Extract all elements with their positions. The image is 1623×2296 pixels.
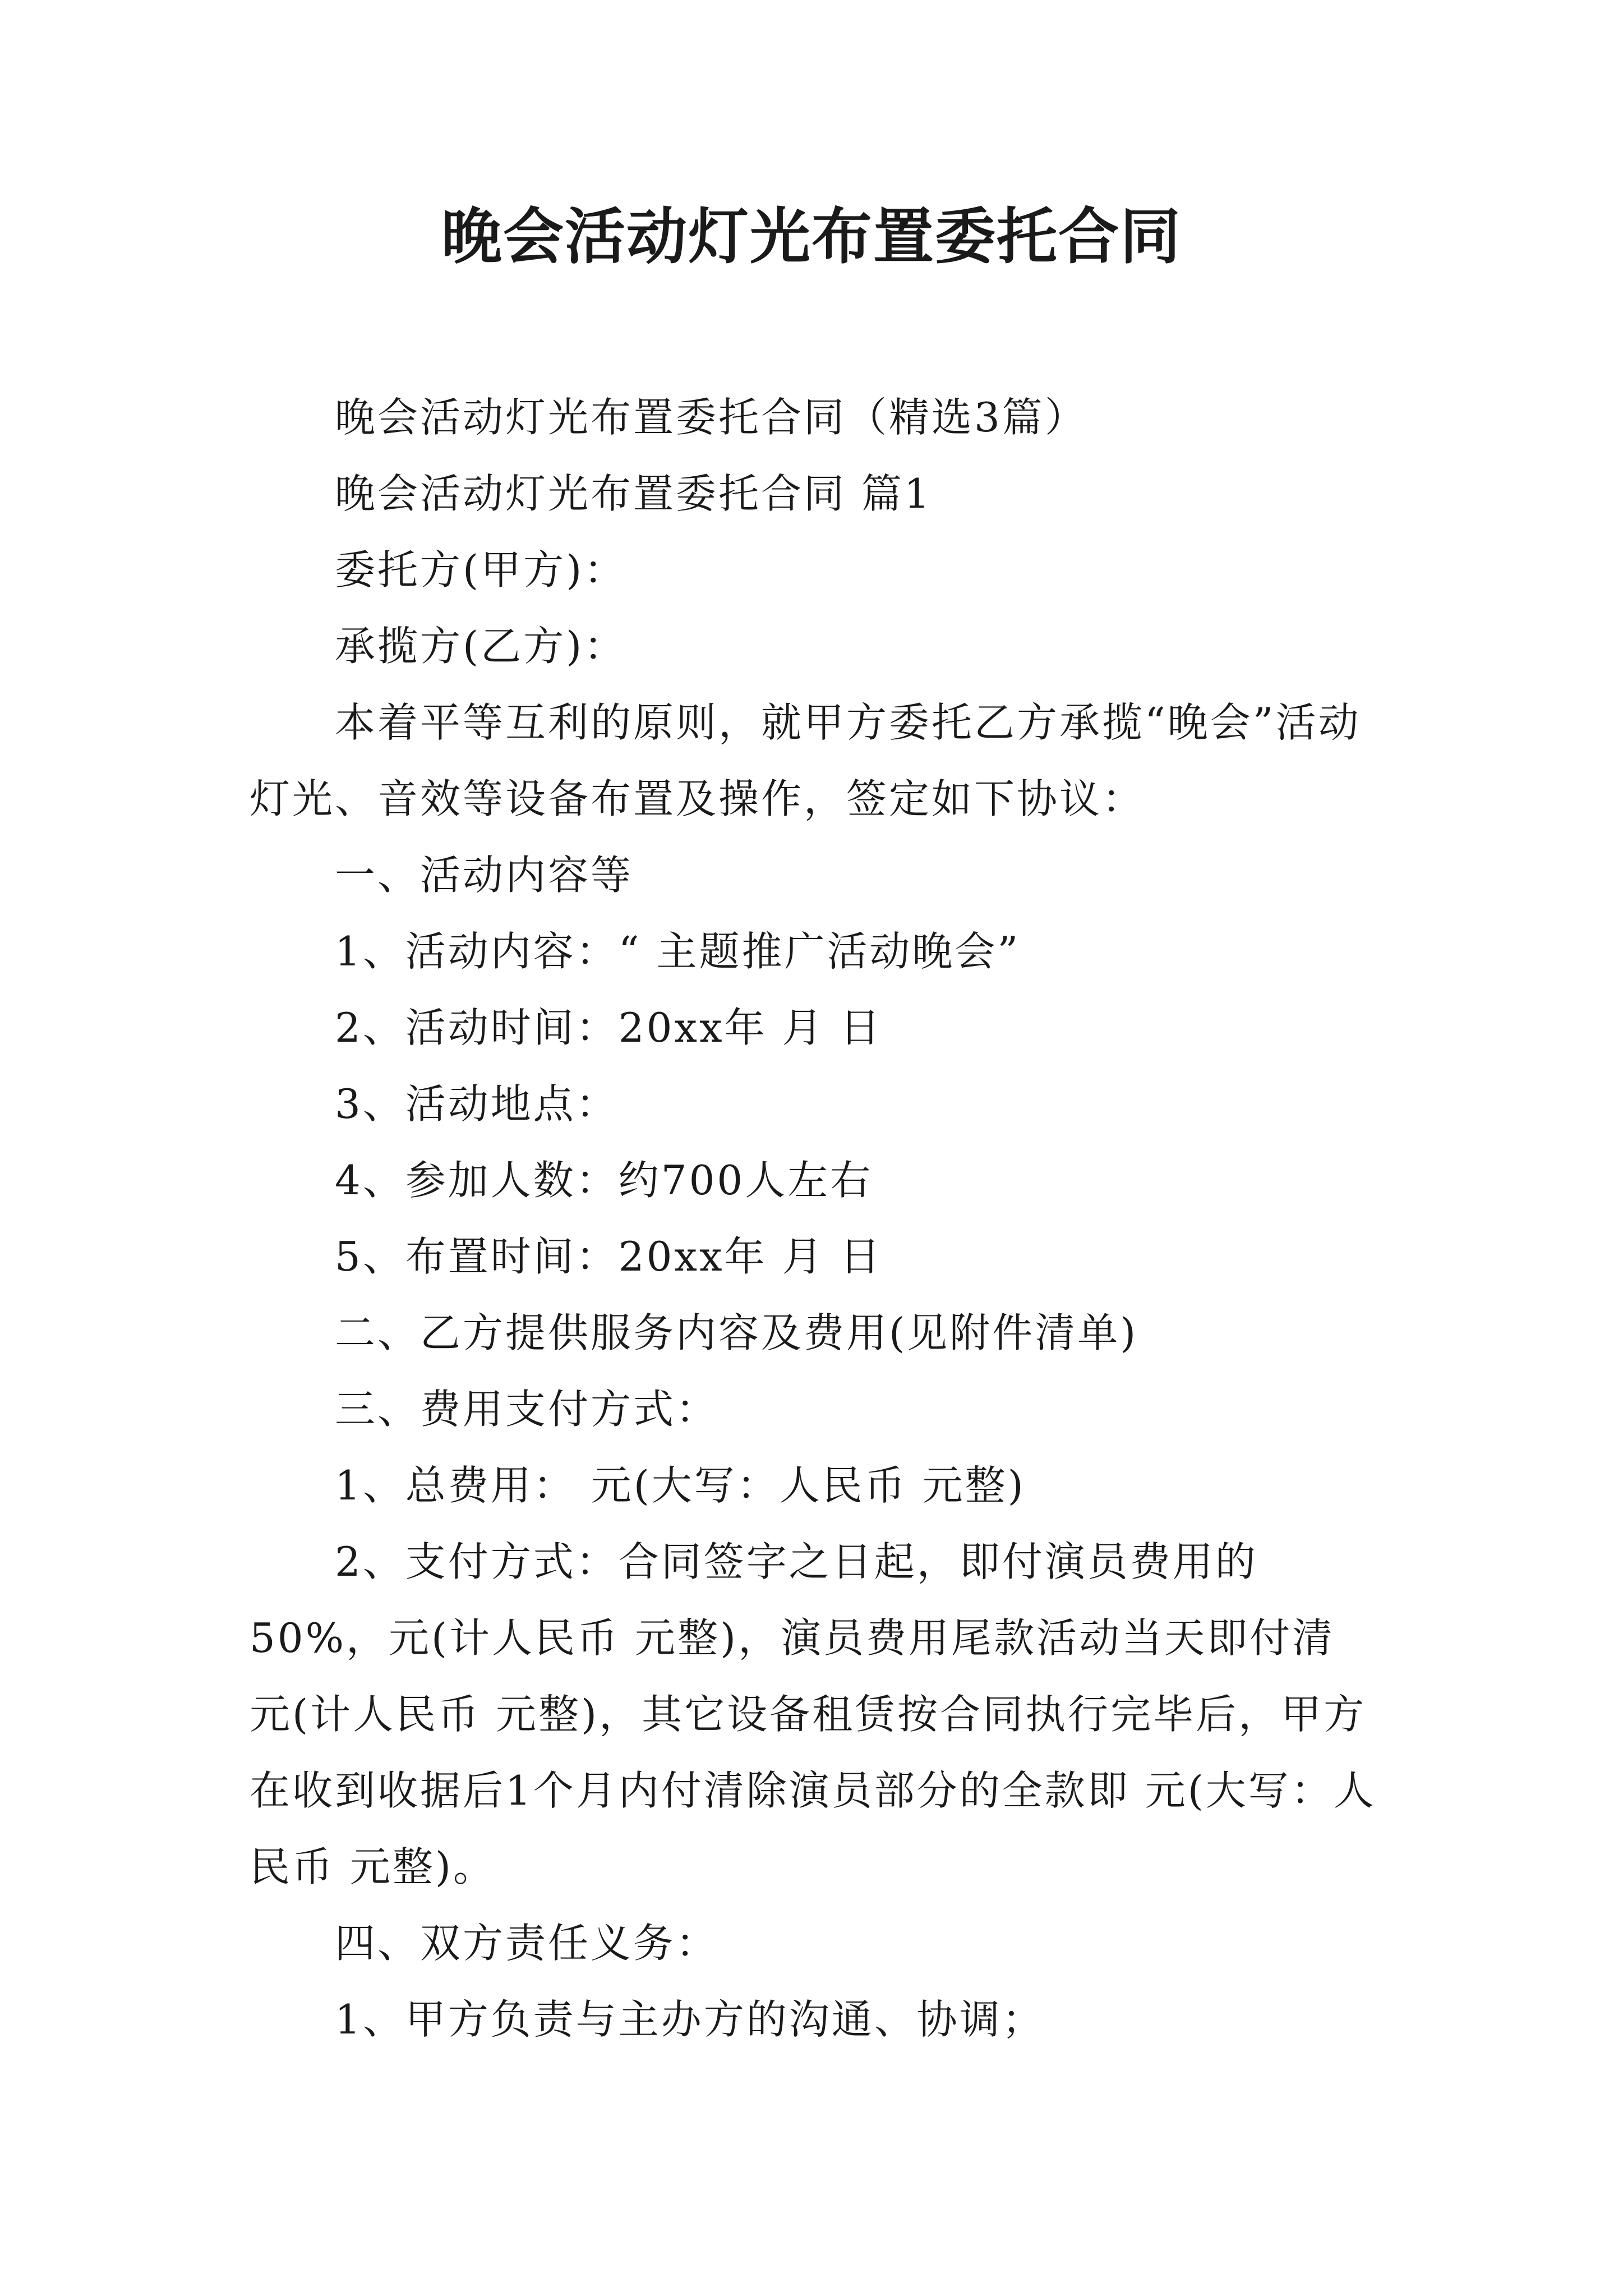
document-title: 晚会活动灯光布置委托合同 (441, 201, 1182, 272)
paragraph-part-heading: 晚会活动灯光布置委托合同 篇1 (335, 470, 932, 517)
list-item-total-fee: 1、总费用： 元(大写：人民币 元整) (335, 1462, 1026, 1509)
section-heading-services: 二、乙方提供服务内容及费用(见附件清单) (335, 1309, 1138, 1356)
section-heading-payment: 三、费用支付方式： (335, 1386, 719, 1433)
list-item-payment-method: 2、支付方式：合同签字之日起，即付演员费用的50%，元(计人民币 元整)，演员费用尾款活动当天即付清 元(计人民币 元整)，其它设备租赁按合同执行完毕后，甲方在收到收据后1个月内付清除演员部分的全款即 元(大写：人民币 元整)。 (250, 1538, 1376, 1890)
list-item-activity-location: 3、活动地点： (335, 1080, 619, 1128)
paragraph-collection-title: 晚会活动灯光布置委托合同（精选3篇） (335, 394, 1087, 441)
paragraph-party-b: 承揽方(乙方)： (335, 623, 627, 670)
section-heading-activity: 一、活动内容等 (335, 852, 634, 899)
paragraph-preamble: 本着平等互利的原则，就甲方委托乙方承揽“晚会”活动灯光、音效等设备布置及操作，签定如下协议： (250, 699, 1361, 822)
list-item-setup-time: 5、布置时间：20xx年 月 日 (335, 1233, 883, 1280)
list-item-party-a-duty: 1、甲方负责与主办方的沟通、协调； (335, 1996, 1045, 2043)
list-item-activity-content: 1、活动内容：“ 主题推广活动晚会” (335, 928, 1021, 975)
list-item-attendance: 4、参加人数：约700人左右 (335, 1157, 873, 1204)
document-body (250, 379, 1391, 2058)
paragraph-party-a: 委托方(甲方)： (335, 546, 627, 593)
list-item-activity-time: 2、活动时间：20xx年 月 日 (335, 1004, 883, 1051)
section-heading-obligations: 四、双方责任义务： (335, 1920, 719, 1967)
